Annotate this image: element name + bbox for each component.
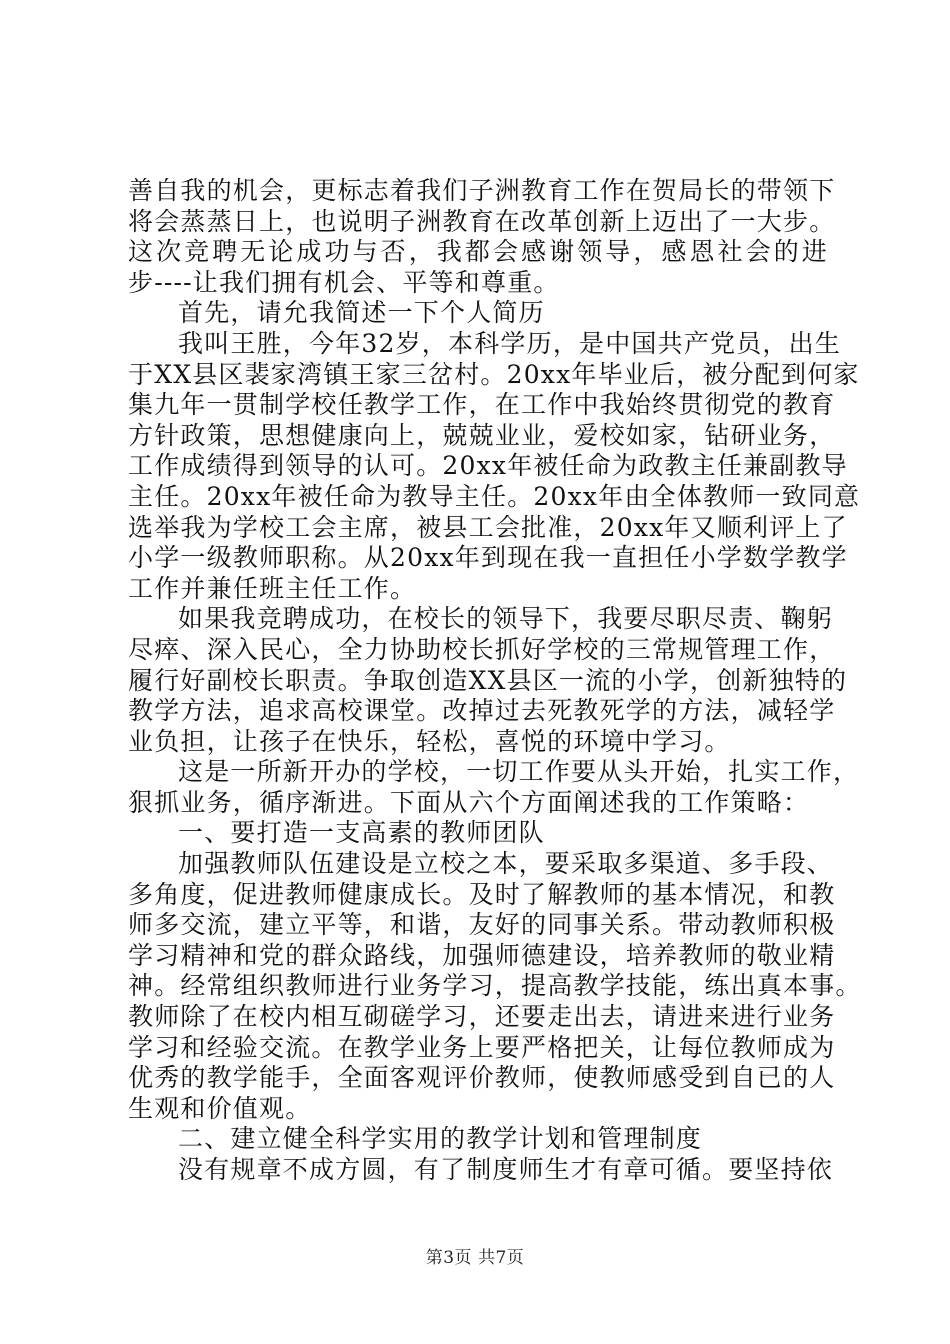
text-line: 将会蒸蒸日上，也说明子洲教育在改革创新上迈出了一大步。 <box>128 206 836 236</box>
text-line: 神。经常组织教师进行业务学习，提高教学技能，练出真本事。 <box>128 971 862 1001</box>
text-line: 这次竞聘无论成功与否，我都会感谢领导，感恩社会的进 <box>128 237 828 267</box>
text-line: 工作成绩得到领导的认可。20xx年被任命为政教主任兼副教导 <box>128 451 848 481</box>
text-line: 教学方法，追求高校课堂。改掉过去死教死学的方法，减轻学 <box>128 696 836 726</box>
text-line: 我叫王胜，今年32岁，本科学历，是中国共产党员，出生 <box>178 328 842 358</box>
text-line: 二、建立健全科学实用的教学计划和管理制度 <box>178 1124 703 1154</box>
text-line: 工作并兼任班主任工作。 <box>128 573 417 603</box>
text-line: 善自我的机会，更标志着我们子洲教育工作在贺局长的带领下 <box>128 176 836 205</box>
text-line: 狠抓业务，循序渐进。下面从六个方面阐述我的工作策略： <box>128 787 810 817</box>
page-number-footer: 第3页 共7页 <box>425 1248 525 1268</box>
text-line: 于XX县区裴家湾镇王家三岔村。20xx年毕业后，被分配到何家 <box>128 359 860 389</box>
text-line: 多角度，促进教师健康成长。及时了解教师的基本情况，和教 <box>128 879 836 909</box>
text-line: 业负担，让孩子在快乐，轻松，喜悦的环境中学习。 <box>128 726 731 756</box>
text-line: 方针政策，思想健康向上，兢兢业业，爱校如家，钻研业务， <box>128 420 836 450</box>
text-line: 加强教师队伍建设是立校之本，要采取多渠道、多手段、 <box>178 849 834 879</box>
text-line: 小学一级教师职称。从20xx年到现在我一直担任小学数学教学 <box>128 543 848 573</box>
text-line: 学习和经验交流。在教学业务上要严格把关，让每位教师成为 <box>128 1032 836 1062</box>
text-line: 主任。20xx年被任命为教导主任。20xx年由全体教师一致同意 <box>128 481 861 511</box>
text-line: 集九年一贯制学校任教学工作，在工作中我始终贯彻党的教育 <box>128 390 836 420</box>
text-line: 首先，请允我简述一下个人简历 <box>178 298 545 328</box>
text-line: 生观和价值观。 <box>128 1093 312 1123</box>
text-line: 一、要打造一支高素的教师团队 <box>178 818 545 848</box>
text-line: 没有规章不成方圆，有了制度师生才有章可循。要坚持依 <box>178 1155 834 1184</box>
text-line: 履行好副校长职责。争取创造XX县区一流的小学，创新独特的 <box>128 665 848 695</box>
text-line: 这是一所新开办的学校，一切工作要从头开始，扎实工作， <box>178 757 860 787</box>
text-line: 步----让我们拥有机会、平等和尊重。 <box>128 267 560 297</box>
text-line: 选举我为学校工会主席，被县工会批准，20xx年又顺利评上了 <box>128 512 848 542</box>
text-line: 优秀的教学能手，全面客观评价教师，使教师感受到自已的人 <box>128 1063 836 1093</box>
text-line: 师多交流，建立平等，和谐，友好的同事关系。带动教师积极 <box>128 910 836 940</box>
document-body <box>128 176 862 1186</box>
text-line: 学习精神和党的群众路线，加强师德建设，培养教师的敬业精 <box>128 940 836 970</box>
text-line: 尽瘁、深入民心，全力协助校长抓好学校的三常规管理工作， <box>128 634 836 664</box>
text-line: 教师除了在校内相互砌磋学习，还要走出去，请进来进行业务 <box>128 1002 836 1032</box>
text-line: 如果我竞聘成功，在校长的领导下，我要尽职尽责、鞠躬 <box>178 604 834 634</box>
